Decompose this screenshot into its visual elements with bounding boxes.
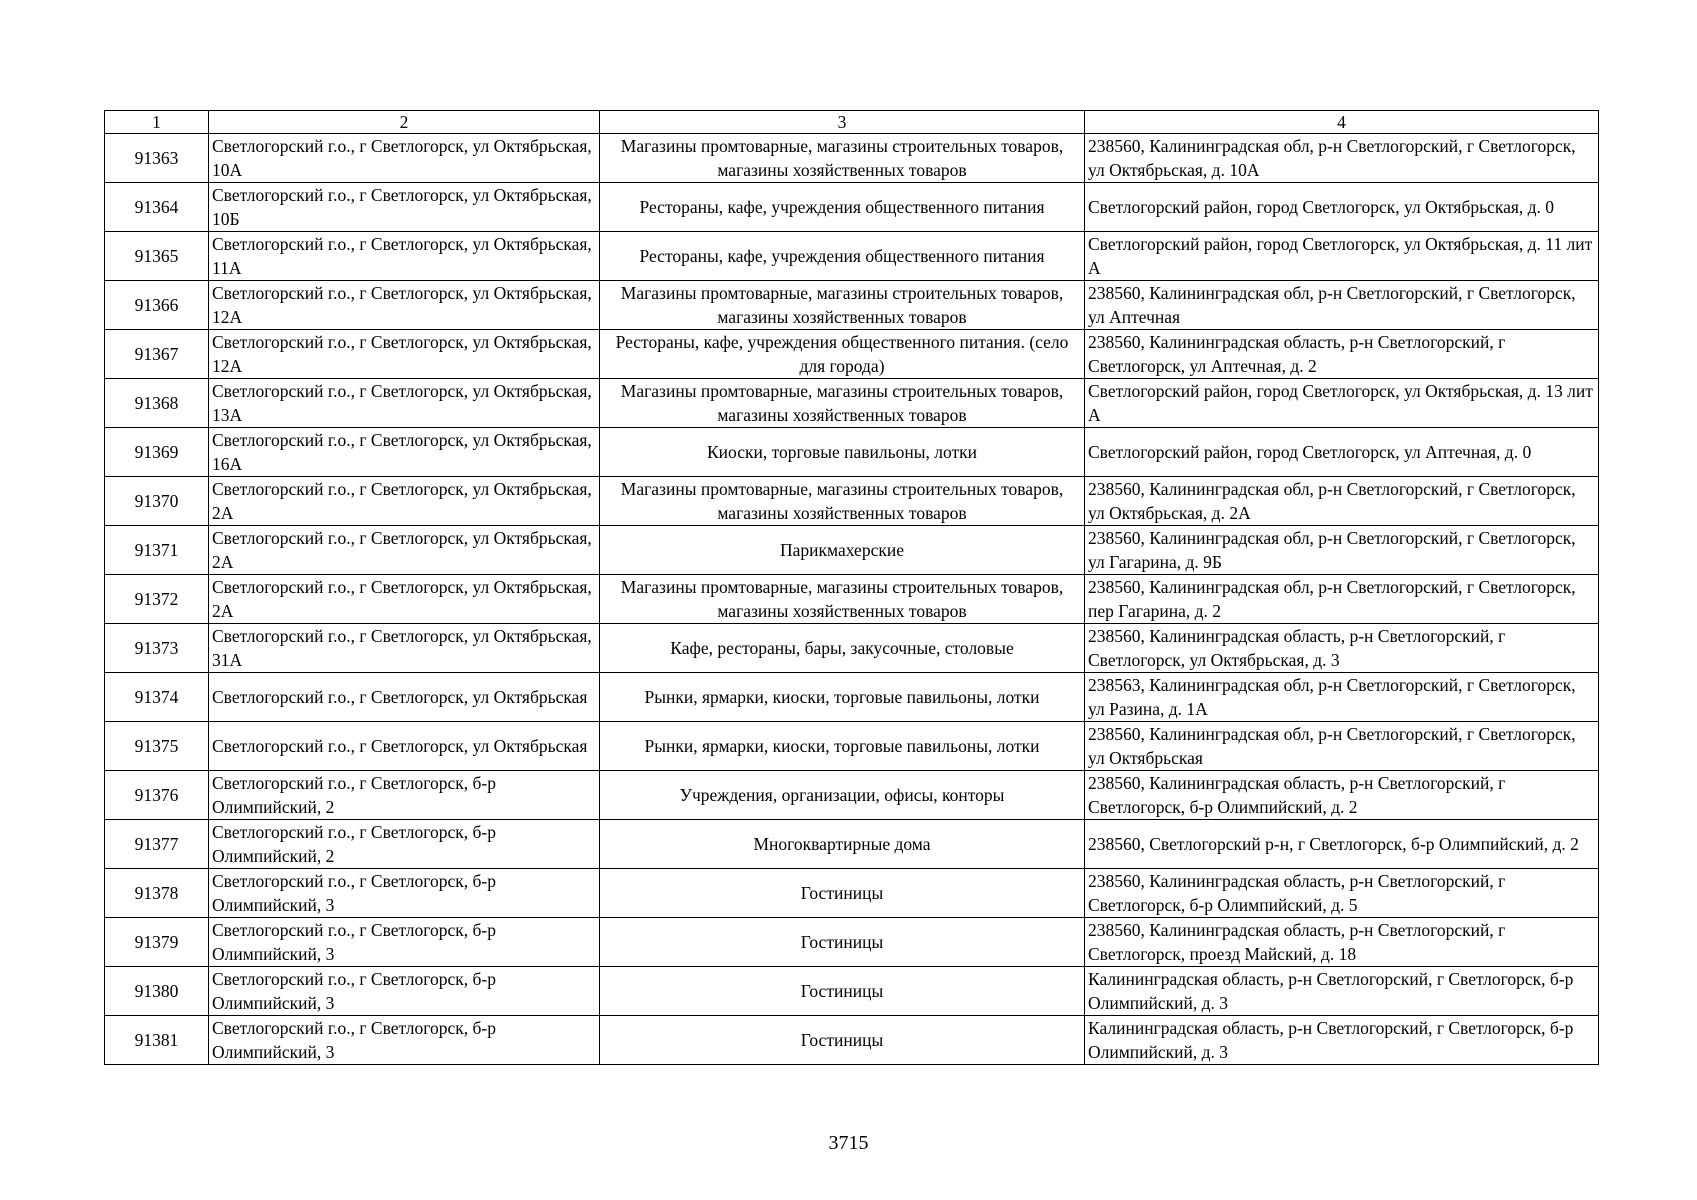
cell-location: Светлогорский г.о., г Светлогорск, ул Октябрьская, 2А	[209, 477, 600, 526]
cell-category: Магазины промтоварные, магазины строительных товаров, магазины хозяйственных товаров	[600, 379, 1085, 428]
cell-location: Светлогорский г.о., г Светлогорск, ул Октябрьская	[209, 722, 600, 771]
cell-category: Рестораны, кафе, учреждения общественного питания	[600, 183, 1085, 232]
cell-category: Гостиницы	[600, 967, 1085, 1016]
cell-category: Рынки, ярмарки, киоски, торговые павильоны, лотки	[600, 722, 1085, 771]
table-row	[105, 379, 1599, 428]
cell-id: 91364	[105, 183, 209, 232]
cell-category: Рестораны, кафе, учреждения общественного питания	[600, 232, 1085, 281]
cell-category: Учреждения, организации, офисы, конторы	[600, 771, 1085, 820]
cell-category: Кафе, рестораны, бары, закусочные, столовые	[600, 624, 1085, 673]
cell-category: Магазины промтоварные, магазины строительных товаров, магазины хозяйственных товаров	[600, 477, 1085, 526]
cell-location: Светлогорский г.о., г Светлогорск, ул Октябрьская, 12А	[209, 281, 600, 330]
cell-id: 91372	[105, 575, 209, 624]
cell-category: Рестораны, кафе, учреждения общественного питания. (село для города)	[600, 330, 1085, 379]
cell-id: 91375	[105, 722, 209, 771]
cell-address: Светлогорский район, город Светлогорск, ул Октябрьская, д. 0	[1085, 183, 1599, 232]
table-row	[105, 624, 1599, 673]
cell-address: 238560, Калининградская обл, р-н Светлогорский, г Светлогорск, пер Гагарина, д. 2	[1085, 575, 1599, 624]
data-table	[104, 110, 1599, 1065]
cell-address: 238560, Калининградская область, р-н Светлогорский, г Светлогорск, б-р Олимпийский, д. 5	[1085, 869, 1599, 918]
cell-location: Светлогорский г.о., г Светлогорск, б-р Олимпийский, 3	[209, 1016, 600, 1065]
table-row	[105, 232, 1599, 281]
table-row	[105, 967, 1599, 1016]
cell-category: Рынки, ярмарки, киоски, торговые павильоны, лотки	[600, 673, 1085, 722]
cell-id: 91373	[105, 624, 209, 673]
table-row	[105, 722, 1599, 771]
cell-id: 91367	[105, 330, 209, 379]
table-header-row	[105, 111, 1599, 134]
cell-id: 91369	[105, 428, 209, 477]
cell-address: 238560, Калининградская область, р-н Светлогорский, г Светлогорск, ул Октябрьская, д. 3	[1085, 624, 1599, 673]
table-row	[105, 281, 1599, 330]
cell-id: 91376	[105, 771, 209, 820]
cell-id: 91368	[105, 379, 209, 428]
cell-address: 238560, Калининградская обл, р-н Светлогорский, г Светлогорск, ул Октябрьская, д. 10А	[1085, 134, 1599, 183]
table-row	[105, 918, 1599, 967]
table-row	[105, 134, 1599, 183]
cell-address: Светлогорский район, город Светлогорск, ул Аптечная, д. 0	[1085, 428, 1599, 477]
cell-address: 238560, Светлогорский р-н, г Светлогорск, б-р Олимпийский, д. 2	[1085, 820, 1599, 869]
cell-category: Киоски, торговые павильоны, лотки	[600, 428, 1085, 477]
cell-category: Парикмахерские	[600, 526, 1085, 575]
cell-address: 238560, Калининградская обл, р-н Светлогорский, г Светлогорск, ул Октябрьская	[1085, 722, 1599, 771]
cell-id: 91374	[105, 673, 209, 722]
column-header-3: 3	[600, 111, 1085, 134]
column-header-4: 4	[1085, 111, 1599, 134]
cell-location: Светлогорский г.о., г Светлогорск, ул Октябрьская, 13А	[209, 379, 600, 428]
cell-id: 91377	[105, 820, 209, 869]
cell-id: 91371	[105, 526, 209, 575]
cell-id: 91381	[105, 1016, 209, 1065]
cell-address: Светлогорский район, город Светлогорск, ул Октябрьская, д. 13 лит А	[1085, 379, 1599, 428]
cell-location: Светлогорский г.о., г Светлогорск, ул Октябрьская, 2А	[209, 526, 600, 575]
cell-address: Калининградская область, р-н Светлогорский, г Светлогорск, б-р Олимпийский, д. 3	[1085, 967, 1599, 1016]
cell-address: 238563, Калининградская обл, р-н Светлогорский, г Светлогорск, ул Разина, д. 1А	[1085, 673, 1599, 722]
cell-category: Магазины промтоварные, магазины строительных товаров, магазины хозяйственных товаров	[600, 575, 1085, 624]
table-row	[105, 477, 1599, 526]
cell-id: 91363	[105, 134, 209, 183]
cell-location: Светлогорский г.о., г Светлогорск, ул Октябрьская, 2А	[209, 575, 600, 624]
cell-address: 238560, Калининградская область, р-н Светлогорский, г Светлогорск, ул Аптечная, д. 2	[1085, 330, 1599, 379]
cell-address: 238560, Калининградская обл, р-н Светлогорский, г Светлогорск, ул Аптечная	[1085, 281, 1599, 330]
cell-address: Светлогорский район, город Светлогорск, ул Октябрьская, д. 11 лит А	[1085, 232, 1599, 281]
cell-id: 91366	[105, 281, 209, 330]
cell-location: Светлогорский г.о., г Светлогорск, б-р Олимпийский, 3	[209, 869, 600, 918]
cell-location: Светлогорский г.о., г Светлогорск, ул Октябрьская, 16А	[209, 428, 600, 477]
table-row	[105, 330, 1599, 379]
table-body	[105, 111, 1599, 1065]
cell-location: Светлогорский г.о., г Светлогорск, б-р Олимпийский, 3	[209, 918, 600, 967]
cell-location: Светлогорский г.о., г Светлогорск, ул Октябрьская, 10А	[209, 134, 600, 183]
cell-location: Светлогорский г.о., г Светлогорск, б-р Олимпийский, 2	[209, 820, 600, 869]
cell-id: 91370	[105, 477, 209, 526]
table-row	[105, 575, 1599, 624]
column-header-1: 1	[105, 111, 209, 134]
table-row	[105, 526, 1599, 575]
cell-address: 238560, Калининградская обл, р-н Светлогорский, г Светлогорск, ул Гагарина, д. 9Б	[1085, 526, 1599, 575]
cell-id: 91380	[105, 967, 209, 1016]
cell-category: Гостиницы	[600, 1016, 1085, 1065]
cell-location: Светлогорский г.о., г Светлогорск, ул Октябрьская, 12А	[209, 330, 600, 379]
cell-id: 91379	[105, 918, 209, 967]
cell-category: Магазины промтоварные, магазины строительных товаров, магазины хозяйственных товаров	[600, 281, 1085, 330]
cell-category: Гостиницы	[600, 869, 1085, 918]
cell-location: Светлогорский г.о., г Светлогорск, ул Октябрьская	[209, 673, 600, 722]
cell-location: Светлогорский г.о., г Светлогорск, б-р Олимпийский, 3	[209, 967, 600, 1016]
cell-address: 238560, Калининградская обл, р-н Светлогорский, г Светлогорск, ул Октябрьская, д. 2А	[1085, 477, 1599, 526]
cell-id: 91365	[105, 232, 209, 281]
cell-category: Многоквартирные дома	[600, 820, 1085, 869]
page-number: 3715	[828, 1132, 869, 1154]
cell-address: 238560, Калининградская область, р-н Светлогорский, г Светлогорск, б-р Олимпийский, д. 2	[1085, 771, 1599, 820]
cell-location: Светлогорский г.о., г Светлогорск, ул Октябрьская, 11А	[209, 232, 600, 281]
column-header-2: 2	[209, 111, 600, 134]
cell-location: Светлогорский г.о., г Светлогорск, ул Октябрьская, 10Б	[209, 183, 600, 232]
table-row	[105, 771, 1599, 820]
cell-category: Магазины промтоварные, магазины строительных товаров, магазины хозяйственных товаров	[600, 134, 1085, 183]
cell-address: Калининградская область, р-н Светлогорский, г Светлогорск, б-р Олимпийский, д. 3	[1085, 1016, 1599, 1065]
table-row	[105, 1016, 1599, 1065]
cell-category: Гостиницы	[600, 918, 1085, 967]
table-row	[105, 183, 1599, 232]
cell-location: Светлогорский г.о., г Светлогорск, ул Октябрьская, 31А	[209, 624, 600, 673]
cell-location: Светлогорский г.о., г Светлогорск, б-р Олимпийский, 2	[209, 771, 600, 820]
table-row	[105, 428, 1599, 477]
cell-address: 238560, Калининградская область, р-н Светлогорский, г Светлогорск, проезд Майский, д. 18	[1085, 918, 1599, 967]
table-row	[105, 820, 1599, 869]
cell-id: 91378	[105, 869, 209, 918]
table-row	[105, 673, 1599, 722]
table-row	[105, 869, 1599, 918]
